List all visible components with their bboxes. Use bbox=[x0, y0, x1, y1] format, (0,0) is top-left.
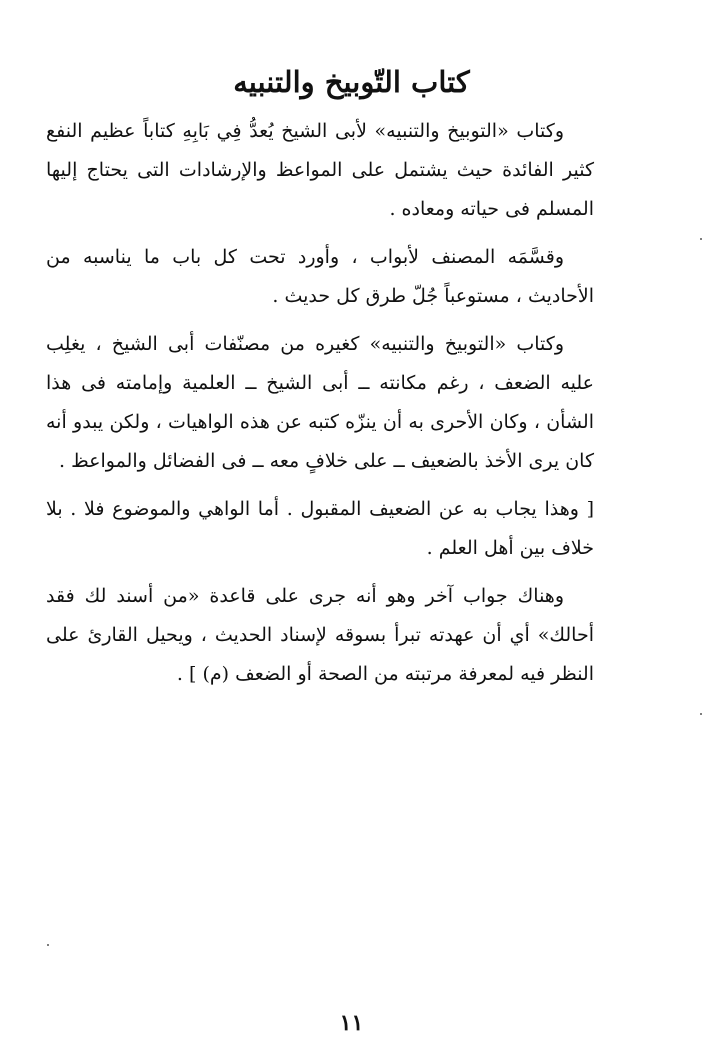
scan-speck bbox=[700, 238, 702, 240]
paragraph-weakness: وكتاب «التوبيخ والتنبيه» كغيره من مصنّفات أبى الشيخ ، يغلِب عليه الضعف ، رغم مكانته ــ أبى الشيخ ــ العلمية وإمامته فى هذا الشأن ، وكان الأحرى به أن ينزّه كتبه عن هذه الواهيات ، ولكن يبدو أنه كان يرى الأخذ بالضعيف ــ على خلافٍ معه ــ فى الفضائل والمواعظ . bbox=[46, 333, 594, 472]
page-number: ١١ bbox=[339, 1010, 364, 1036]
paragraph-chapters: وقسَّمَه المصنف لأبواب ، وأورد تحت كل باب ما يناسبه من الأحاديث ، مستوعباً جُلّ طرق كل حديث . bbox=[46, 246, 594, 307]
paragraph-book-intro: وكتاب «التوبيخ والتنبيه» لأبى الشيخ يُعدُّ فِي بَابِهِ كتاباً عظيم النفع كثير الفائدة حيث يشتمل على المواعظ والإرشادات التى يحتاج إليها المسلم فى حياته ومعاده . bbox=[46, 120, 594, 220]
paragraph-editor-note: [ وهذا يجاب به عن الضعيف المقبول . أما الواهي والموضوع فلا . بلا خلاف بين أهل العلم . bbox=[46, 498, 594, 559]
scan-speck bbox=[47, 944, 49, 946]
page-title: كتاب التّوبيخ والتنبيه bbox=[233, 65, 470, 99]
paragraph-another-answer: وهناك جواب آخر وهو أنه جرى على قاعدة «من أسند لك فقد أحالك» أي أن عهدته تبرأ بسوقه لإسناد الحديث ، ويحيل القارئ على النظر فيه لمعرفة مرتبته من الصحة أو الضعف (م) ] . bbox=[46, 585, 594, 685]
scan-speck bbox=[700, 713, 702, 715]
body-text bbox=[46, 112, 594, 703]
